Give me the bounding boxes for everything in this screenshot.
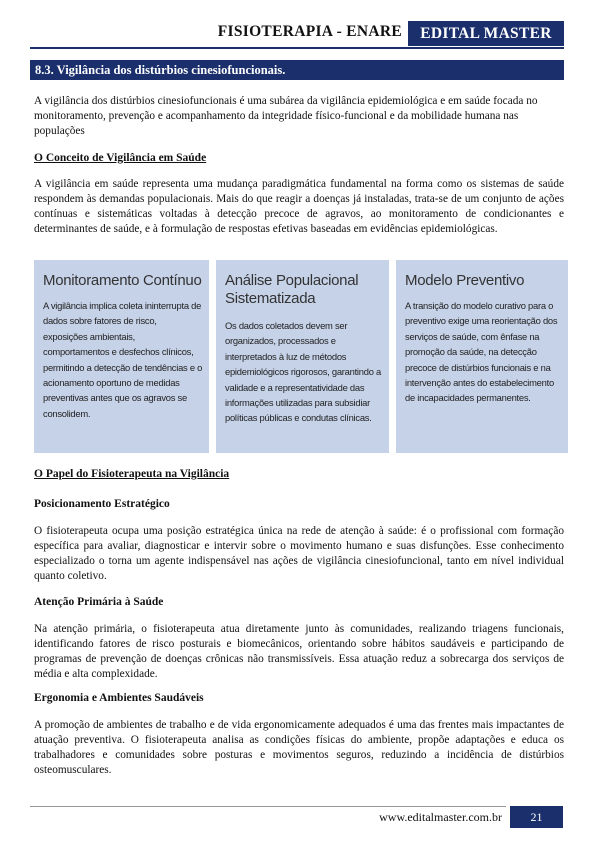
card-population-analysis [216,260,389,453]
section-title: 8.3. Vigilância dos distúrbios cinesiofuncionais. [30,60,564,80]
card-title: Modelo Preventivo [405,272,525,289]
card-body: Os dados coletados devem ser organizados, processados e interpretados à luz de métodos epidemiológicos rigorosos, garantindo a validade e a representatividade das informações utilizadas para subsidiar políticas públicas e condutas clínicas. [225,320,381,424]
concept-heading: O Conceito de Vigilância em Saúde [34,152,207,164]
footer-url: www.editalmaster.com.br [379,810,502,824]
positioning-paragraph: O fisioterapeuta ocupa uma posição estratégica única na rede de atenção à saúde: é o profissional com formação específica para avaliar, diagnosticar e intervir sobre o movimento humano e suas disfunções. Esse conhecimento especializado o torna um agente indispensável nas ações de vigilância cinesiofuncional, tanto em nível individual quanto coletivo. [34,525,564,582]
card-body: A vigilância implica coleta ininterrupta de dados sobre fatores de risco, exposições ambientais, comportamentos e desfechos clínicos, permitindo a detecção de tendências e o acionamento oportuno de medidas preventivas antes que os agravos se consolidem. [43,300,203,419]
card-preventive-model [396,260,568,453]
card-body: A transição do modelo curativo para o preventivo exige uma reorientação dos serviços de saúde, com ênfase na promoção da saúde, na detecção precoce de distúrbios funcionais e na intervenção antes do estabelecimento de incapacidades permanentes. [405,300,558,404]
positioning-heading: Posicionamento Estratégico [34,498,170,510]
card-title: Análise Populacional Sistematizada [225,272,359,307]
card-title: Monitoramento Contínuo [43,272,202,289]
page-number: 21 [510,806,563,828]
info-cards [34,260,568,453]
intro-paragraph: A vigilância dos distúrbios cinesiofuncionais é uma subárea da vigilância epidemiológica e em saúde focada no monitoramento, prevenção e acompanhamento da integridade físico-funcional e da mobilidade humana nas populações [34,95,538,137]
page-header [0,21,600,47]
role-heading: O Papel do Fisioterapeuta na Vigilância [34,468,230,480]
ergonomics-paragraph: A promoção de ambientes de trabalho e de vida ergonomicamente adequados é uma das frentes mais impactantes de atuação preventiva. O fisioterapeuta analisa as condições físicas do ambiente, propõe adaptações e educa os trabalhadores e comunidades sobre posturas e movimentos seguros, reduzindo a incidência de distúrbios osteomusculares. [34,719,564,776]
primary-care-paragraph: Na atenção primária, o fisioterapeuta atua diretamente junto às comunidades, realizando triagens funcionais, identificando fatores de risco posturais e biomecânicos, orientando sobre hábitos saudáveis e participando de programas de prevenção de doenças crônicas não transmissíveis. Essa atuação reduz a sobrecarga dos serviços de média e alta complexidade. [34,623,564,680]
primary-care-heading: Atenção Primária à Saúde [34,596,164,608]
header-divider [30,47,564,49]
brand-badge: EDITAL MASTER [408,21,564,46]
ergonomics-heading: Ergonomia e Ambientes Saudáveis [34,692,204,704]
footer-divider [30,806,506,807]
course-title: FISIOTERAPIA - ENARE [217,23,402,40]
card-monitoring [34,260,209,453]
concept-paragraph: A vigilância em saúde representa uma mudança paradigmática fundamental na forma como os sistemas de saúde respondem às demandas populacionais. Mais do que reagir a doenças já instaladas, trata-se de um conjunto de ações contínuas e sistemáticas voltadas à detecção precoce de agravos, ao monitoramento de condicionantes e determinantes de saúde, e à formulação de respostas efetivas baseadas em evidências epidemiológicas. [34,178,564,235]
